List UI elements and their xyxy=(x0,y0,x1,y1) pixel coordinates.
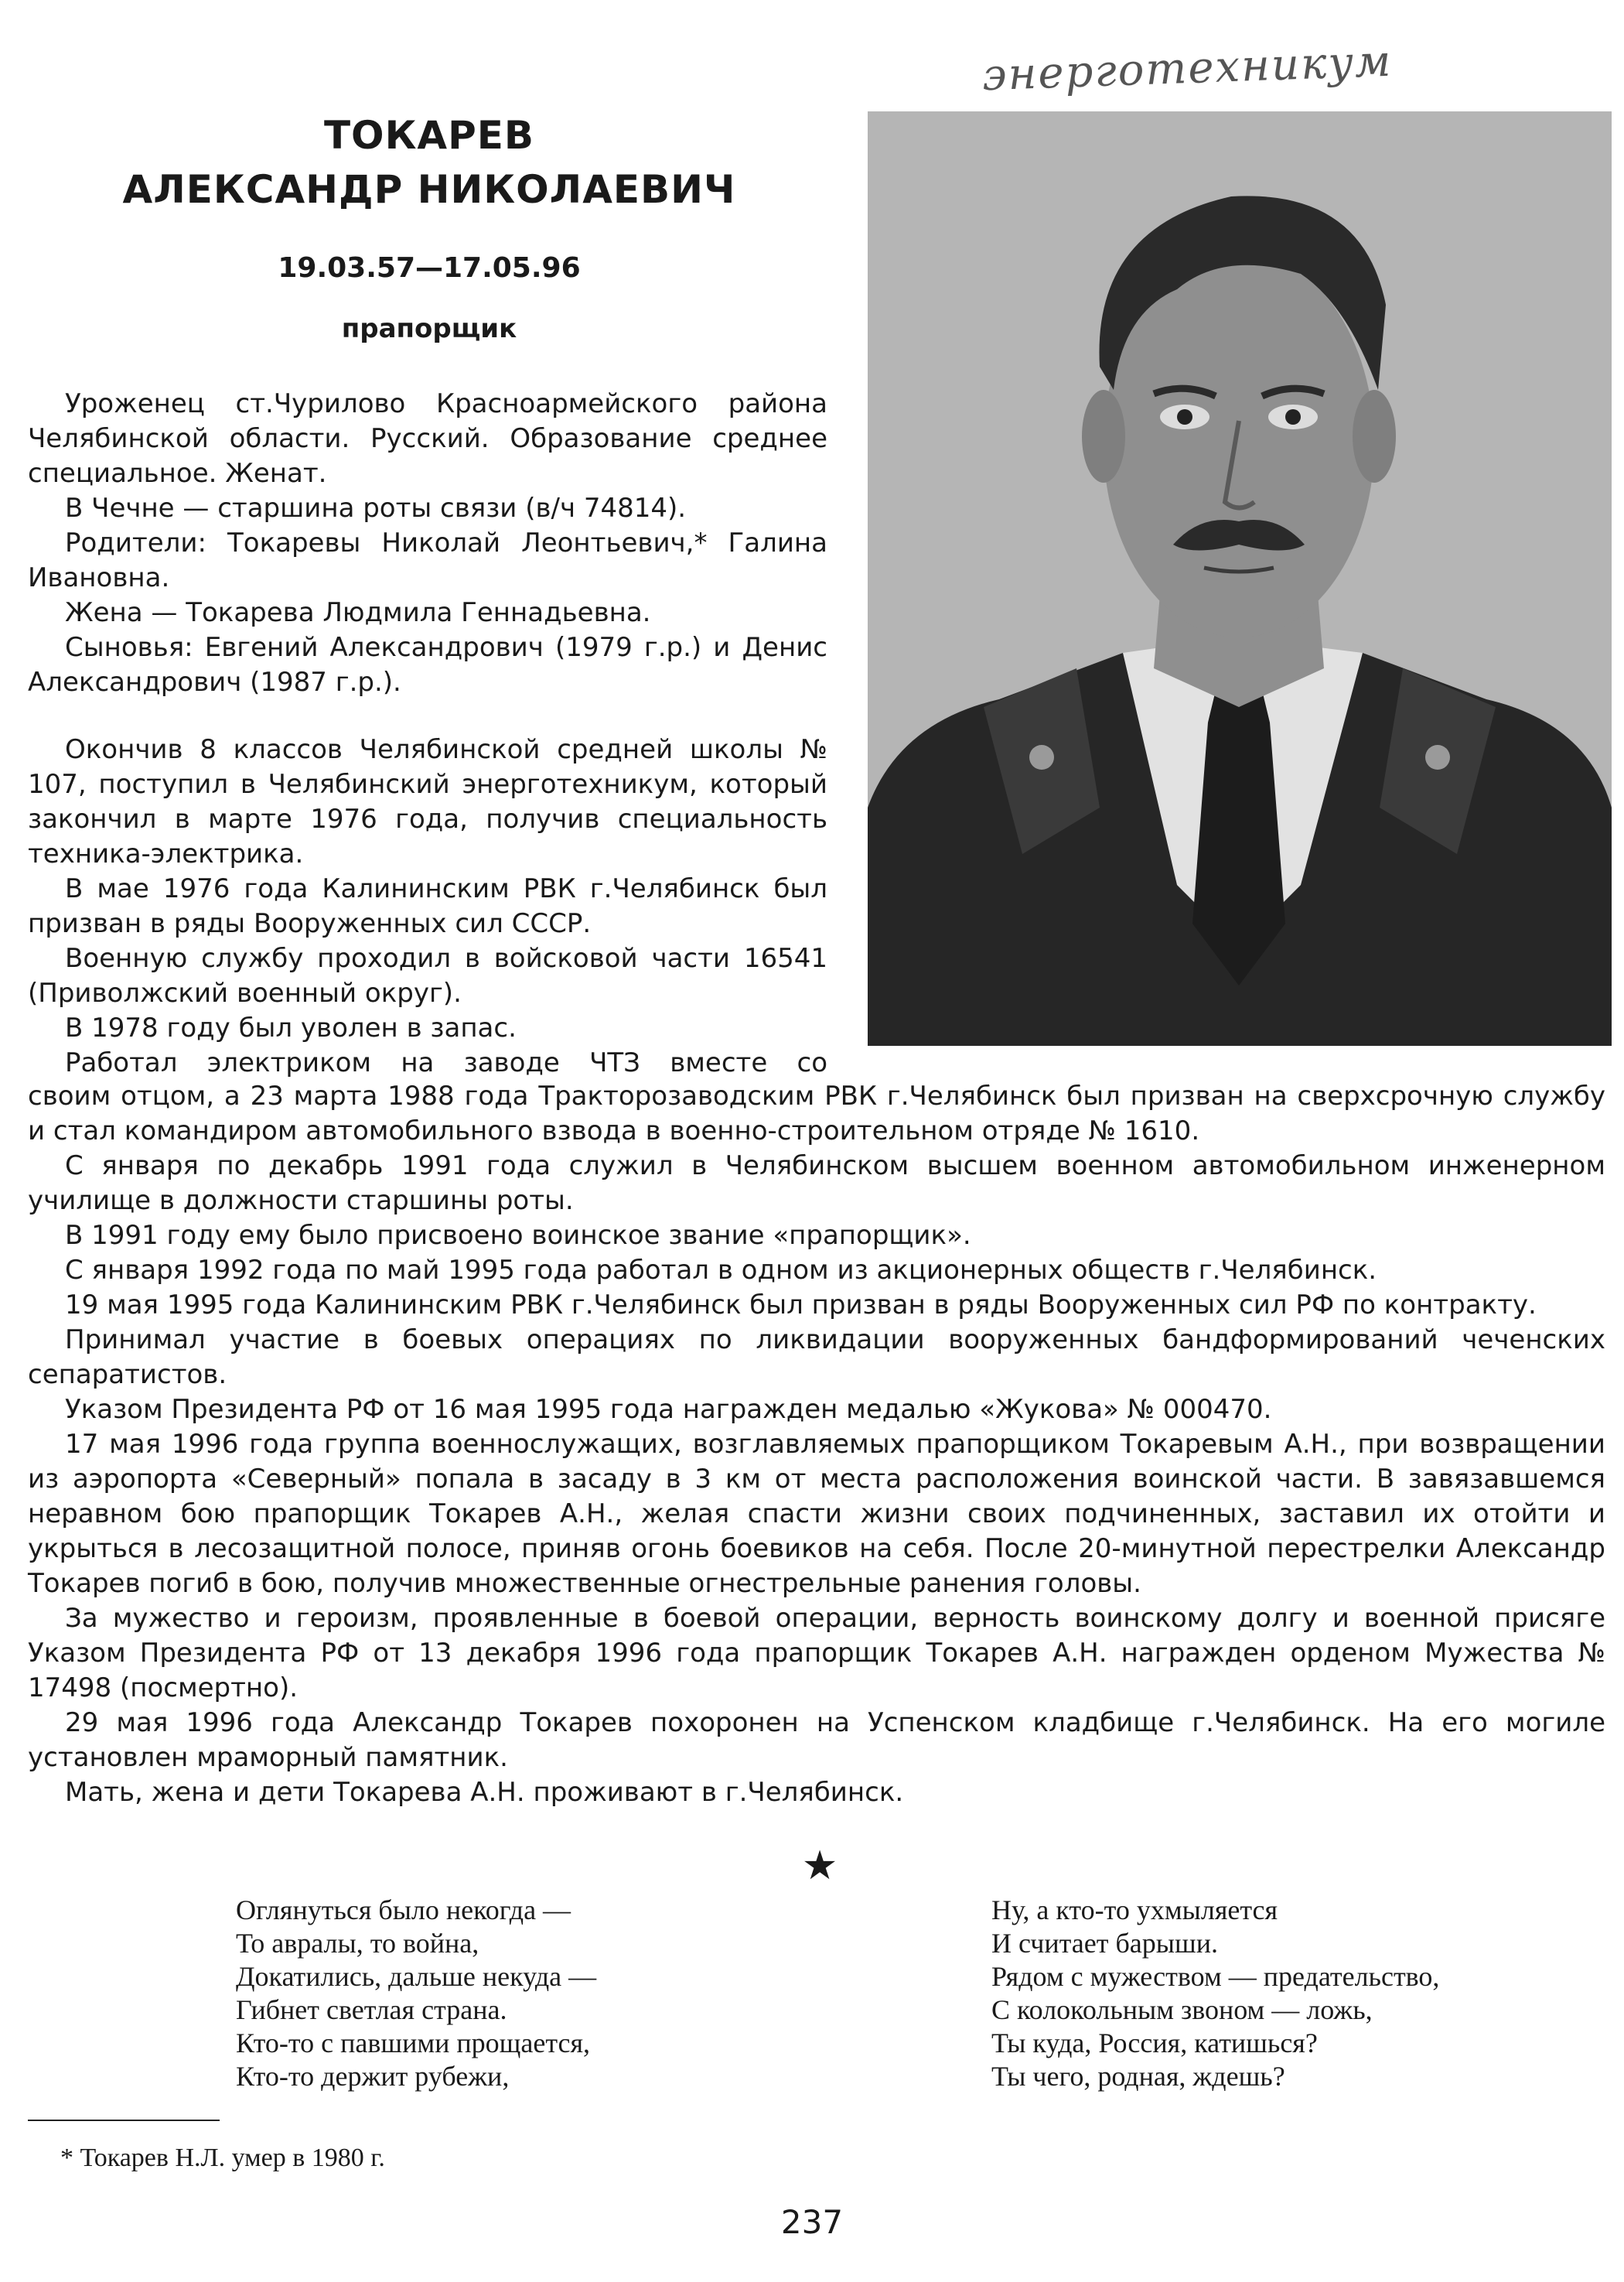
page-number: 237 xyxy=(780,2203,844,2241)
poem-line: Рядом с мужеством — предательство, xyxy=(991,1961,1440,1992)
poem-line: Ты куда, Россия, катишься? xyxy=(991,2027,1318,2058)
poem-right-column xyxy=(991,1894,1579,2093)
bio-paragraph: Родители: Токаревы Николай Леонтьевич,* Галина Ивановна. xyxy=(28,528,827,593)
bio-paragraph: В мае 1976 года Калининским РВК г.Челябинск был призван в ряды Вооруженных сил СССР. xyxy=(28,873,827,939)
portrait-photo-icon xyxy=(868,111,1612,1046)
poem-left-column xyxy=(236,1894,746,2093)
bio-paragraph: своим отцом, а 23 марта 1988 года Тракторозаводским РВК г.Челябинск был призван на сверхсрочную службу и стал командиром автомобильного взвода в военно-строительном отряде № 1610. xyxy=(28,1081,1605,1146)
portrait-photo xyxy=(868,111,1612,1046)
bio-paragraph: Работал электриком на заводе ЧТЗ вместе со xyxy=(65,1047,827,1078)
handwritten-note xyxy=(981,36,1493,113)
given-names: АЛЕКСАНДР НИКОЛАЕВИЧ xyxy=(122,167,736,212)
bio-paragraph: В 1978 году был уволен в запас. xyxy=(65,1013,517,1044)
biography-top xyxy=(28,387,827,1081)
bio-paragraph: В 1991 году ему было присвоено воинское звание «прапорщик». xyxy=(65,1220,971,1251)
bio-paragraph: Мать, жена и дети Токарева А.Н. проживают в г.Челябинск. xyxy=(65,1777,904,1808)
bio-paragraph: С января 1992 года по май 1995 года работал в одном из акционерных обществ г.Челябинск. xyxy=(65,1255,1377,1286)
bio-paragraph: Жена — Токарева Людмила Геннадьевна. xyxy=(65,597,651,628)
bio-paragraph: Указом Президента РФ от 16 мая 1995 года награжден медалью «Жукова» № 000470. xyxy=(65,1394,1272,1425)
poem-line: Гибнет светлая страна. xyxy=(236,1994,507,2025)
bio-paragraph: Уроженец ст.Чурилово Красноармейского района Челябинской области. Русский. Образование среднее специальное. Женат. xyxy=(28,388,827,489)
life-dates: 19.03.57—17.05.96 xyxy=(278,252,581,284)
poem-line: То авралы, то война, xyxy=(236,1928,479,1959)
poem-line: И считает барыши. xyxy=(991,1928,1218,1959)
poem-line: Оглянуться было некогда — xyxy=(236,1894,571,1925)
bio-paragraph: 17 мая 1996 года группа военнослужащих, возглавляемых прапорщиком Токаревым А.Н., при возвращении из аэропорта «Северный» попала в засаду в 3 км от места расположения воинской части. В завязавшемся неравном бою прапорщик Токарев А.Н., желая спасти жизни своих подчиненных, заставил их отойти и укрыться в лесозащитной полосе, приняв огонь боевиков на себя. После 20-минутной перестрелки Александр Токарев погиб в бою, получив множественные огнестрельные ранения головы. xyxy=(28,1429,1605,1599)
person-header xyxy=(31,108,827,347)
poem-line: Докатились, дальше некуда — xyxy=(236,1961,597,1992)
footnote-divider xyxy=(28,2120,220,2121)
bio-paragraph: Военную службу проходил в войсковой части 16541 (Приволжский военный округ). xyxy=(28,943,827,1009)
bio-paragraph: 19 мая 1995 года Калининским РВК г.Челябинск был призван в ряды Вооруженных сил РФ по контракту. xyxy=(65,1290,1537,1320)
bio-paragraph: В Чечне — старшина роты связи (в/ч 74814). xyxy=(65,493,687,524)
military-rank: прапорщик xyxy=(341,313,517,344)
bio-paragraph: За мужество и героизм, проявленные в боевой операции, верность воинскому долгу и военной присяге Указом Президента РФ от 13 декабря 1996 года прапорщик Токарев А.Н. награжден орденом Мужества № 17498 (посмертно). xyxy=(28,1603,1605,1703)
bio-paragraph: С января по декабрь 1991 года служил в Челябинском высшем военном автомобильном инженерном училище в должности старшины роты. xyxy=(28,1150,1605,1216)
biography-main xyxy=(28,1079,1605,1810)
poem-line: Кто-то с павшими прощается, xyxy=(236,2027,591,2058)
bio-paragraph: 29 мая 1996 года Александр Токарев похоронен на Успенском кладбище г.Челябинск. На его могиле установлен мраморный памятник. xyxy=(28,1707,1605,1773)
poem-line: С колокольным звоном — ложь, xyxy=(991,1994,1373,2025)
poem-line: Ну, а кто-то ухмыляется xyxy=(991,1894,1278,1925)
star-separator-icon: ★ xyxy=(801,1843,838,1889)
bio-paragraph: Окончив 8 классов Челябинской средней школы № 107, поступил в Челябинский энерготехникум, который закончил в марте 1976 года, получив специальность техника-электрика. xyxy=(28,734,827,869)
bio-paragraph: Принимал участие в боевых операциях по ликвидации вооруженных бандформирований чеченских сепаратистов. xyxy=(28,1324,1605,1390)
footnote: * Токарев Н.Л. умер в 1980 г. xyxy=(60,2144,385,2172)
poem-line: Кто-то держит рубежи, xyxy=(236,2061,510,2092)
poem-line: Ты чего, родная, ждешь? xyxy=(991,2061,1285,2092)
surname: ТОКАРЕВ xyxy=(323,113,535,158)
bio-paragraph: Сыновья: Евгений Александрович (1979 г.р.) и Денис Александрович (1987 г.р.). xyxy=(28,632,827,698)
handwritten-note-text: энерготехникум xyxy=(981,36,1394,101)
